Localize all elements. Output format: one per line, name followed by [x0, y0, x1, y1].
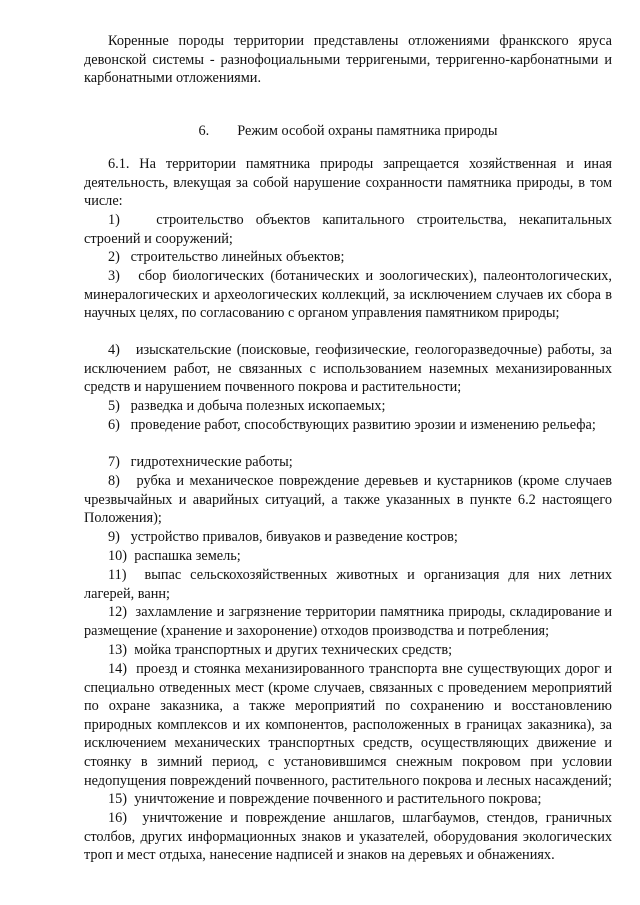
list-item-9: 9) устройство привалов, бивуаков и разведение костров; — [108, 529, 458, 545]
list-item-11: 11) выпас сельскохозяйственных животных и организация для них летних лагерей, ванн; — [84, 567, 612, 602]
list-item-15: 15) уничтожение и повреждение почвенного и растительного покрова; — [108, 791, 542, 807]
list-item-14: 14) проезд и стоянка механизированного транспорта вне существующих дорог и специально отведенных мест (кроме случаев, связанных с проведением мероприятий по охране заказника, а также мероприятий по сохранению и восстановлению природных комплексов и их компонентов, расположенных в границах заказника), за исключением механических транспортных средств, осуществляющих движение и стоянку в зимний период, с установившимся снежным покровом при условии недопущения повреждений почвенного, растительного покрова и лесных насаждений; — [84, 661, 613, 789]
section-heading — [84, 122, 612, 141]
list-item-8: 8) рубка и механическое повреждение деревьев и кустарников (кроме случаев чрезвычайных и аварийных ситуаций, а также указанных в пункте 6.2 настоящего Положения); — [84, 473, 612, 527]
list-item-7: 7) гидротехнические работы; — [108, 454, 293, 470]
intro-paragraph: Коренные породы территории представлены отложениями франкского яруса девонской системы - разнофоциальными терригеными, терригенно-карбонатными и карбонатными отложениями. — [84, 33, 612, 87]
list-item-16: 16) уничтожение и повреждение аншлагов, шлагбаумов, стендов, граничных столбов, других информационных знаков и указателей, оборудования экологических троп и мест отдыха, нанесение надписей и знаков на деревьях и обнажениях. — [84, 810, 612, 864]
list-item-1: 1) строительство объектов капитального строительства, некапитальных строений и сооружений; — [84, 212, 612, 247]
list-item-12: 12) захламление и загрязнение территории памятника природы, складирование и размещение (хранение и захоронение) отходов производства и потребления; — [84, 604, 612, 639]
list-item-10: 10) распашка земель; — [108, 548, 241, 564]
clause-paragraph: 6.1. На территории памятника природы запрещается хозяйственная и иная деятельность, влекущая за собой нарушение сохранности памятника природы, в том числе: — [84, 156, 612, 210]
list-item-5: 5) разведка и добыча полезных ископаемых; — [108, 398, 386, 414]
list-item-2: 2) строительство линейных объектов; — [108, 249, 345, 265]
list-item-13: 13) мойка транспортных и других технических средств; — [108, 642, 453, 658]
section-title: Режим особой охраны памятника природы — [237, 123, 498, 139]
list-item-6: 6) проведение работ, способствующих развитию эрозии и изменению рельефа; — [108, 417, 596, 433]
list-item-4: 4) изыскательские (поисковые, геофизические, геологоразведочные) работы, за исключением работ, не связанных с использованием наземных механизированных средств и нарушением почвенного покрова и растительности; — [84, 342, 612, 396]
section-number: 6. — [198, 123, 210, 139]
list-item-3: 3) сбор биологических (ботанических и зоологических), палеонтологических, минералогических и археологических коллекций, за исключением случаев их сбора в научных целях, по согласованию с органом управления памятником природы; — [84, 268, 612, 322]
